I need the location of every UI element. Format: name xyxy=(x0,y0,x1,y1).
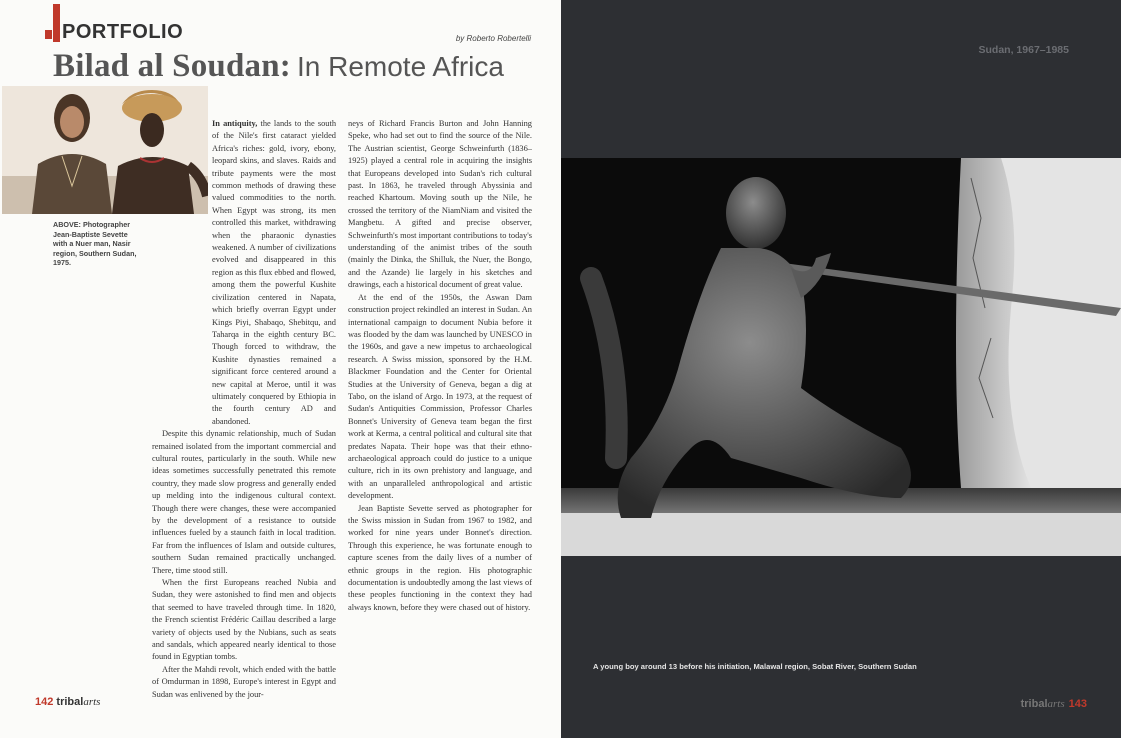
date-range-label: Sudan, 1967–1985 xyxy=(978,44,1069,56)
magazine-brand xyxy=(56,696,100,708)
paragraph: When the first Europeans reached Nubia and Sudan, they were astonished to find men and objects that seemed to have traveled through time. In 1820, the French scientist Frédéric Caillau described a large variety of objects used by the Nubians, such as seats and sandals, which appeared nearly identical to those found in Egyptian tombs. xyxy=(152,578,336,662)
headline-main: Bilad al Soudan: xyxy=(53,48,291,84)
folio-right xyxy=(1021,698,1087,710)
paragraph: Jean Baptiste Sevette served as photographer for the Swiss mission in Sudan from 1967 to 1982, and worked for nine years under Bonnet's direction. Through this experience, he was fortunate enough to capture scenes from the daily lives of a number of ethnic groups in the region. His photographic documentation is undoubtedly among the last views of these peoples functioning in the context they had always known, before they were chased out of history. xyxy=(348,503,532,612)
article-column-1 xyxy=(152,118,336,701)
section-label: PORTFOLIO xyxy=(62,21,184,43)
article-headline xyxy=(53,48,504,85)
folio-left xyxy=(35,696,100,708)
paragraph: After the Mahdi revolt, which ended with the battle of Omdurman in 1898, Europe's interest in Egypt and Sudan was enlivened by the jour- xyxy=(152,664,336,699)
section-marker-bar xyxy=(53,4,60,42)
article-column-2 xyxy=(348,118,532,614)
photo-caption-small: ABOVE: Photographer Jean-Baptiste Sevette with a Nuer man, Nasir region, Southern Sudan, 1975. xyxy=(53,220,137,268)
paragraph xyxy=(152,118,336,428)
page-number: 142 xyxy=(35,696,54,708)
paragraph-text: the lands to the south of the Nile's first cataract yielded Africa's riches: gold, ivory, ebony, leopard skins, and slaves. Raids and tribute payments were the most common methods of drawing these valued commodities to the north. When Egypt was strong, its men controlled this market, withdrawing when the pharaonic dynasties weakened. A number of civilizations evolved and disappeared in this region as this flux ebbed and flowed, among them the powerful Kushite civilization centered in Napata, which briefly overran Egypt under Kings Piyi, Shabaqo, Shebitqu, and Taharqa in the eighth century BC. Though forced to withdraw, the Kushite dynasties remained a significant force centered around a new capital at Meroe, until it was ultimately conquered by Ethiopia in the fourth century AD and abandoned. xyxy=(212,119,337,426)
lead-in: In antiquity, xyxy=(212,119,258,128)
brand-italic: arts xyxy=(83,696,101,708)
magazine-brand xyxy=(1021,698,1065,710)
paragraph: At the end of the 1950s, the Aswan Dam construction project rekindled an interest in Sudan. An international campaign to document Nubia before it was flooded by the dam was launched by UNESCO in the 1960s, and gave a new impetus to archaeological research. A Swiss mission, sponsored by the H.M. Blackmer Foundation and the Center for Oriental Studies at the University of Geneva, began a dig at Tabo, on the island of Argo. In 1973, at the request of Sudan's Antiquities Commission, Professor Charles Bonnet's University of Geneva team began the first work at Kerma, a central political and cultural site that predates Napata. Their hope was that their ethno-archaeological approach could do justice to a unique culture, rich in its own prehistory and language, and with an unparalleled anthropological and artistic development. xyxy=(348,292,532,501)
brand-bold: tribal xyxy=(1020,698,1048,710)
right-page xyxy=(561,0,1121,738)
brand-bold: tribal xyxy=(56,696,84,708)
byline: by Roberto Robertelli xyxy=(455,34,531,43)
page-number: 143 xyxy=(1068,698,1087,710)
headline-sub: In Remote Africa xyxy=(296,51,504,82)
brand-italic: arts xyxy=(1047,698,1065,710)
section-tag xyxy=(45,2,183,42)
paragraph: Despite this dynamic relationship, much of Sudan remained isolated from the important commercial and cultural routes, particularly in the south. While new ideas sometimes successfully penetrated this remote country, they made slow progress and generally ended up melding into the indigenous cultural context. Though there were changes, these were accompanied by the development of a resistance to outside influences fueled by a staunch faith in local tradition. Far from the influences of Islam and outside cultures, southern Sudan remained practically unchanged. There, time stood still. xyxy=(152,429,336,575)
photo-caption-large: A young boy around 13 before his initiation, Malawal region, Sobat River, Southern Sudan xyxy=(593,662,917,671)
paragraph: neys of Richard Francis Burton and John Hanning Speke, who had set out to find the source of the Nile. The Austrian scientist, George Schweinfurth (1836–1925) played a central role in acquiring the insights that Europeans developed into Sudan's rich cultural past. In 1863, he traveled through Abyssinia and reached Khartoum. Moving south up the Nile, he crossed the territory of the NiamNiam and visited the Mangbetu. A gifted and precise observer, Schweinfurth's most important contributions to today's understanding of the animist tribes of the south (mainly the Dinka, the Shilluk, the Nuer, the Bongo, and the Azande) lie largely in his sketches and drawings, each a historical document of great value. xyxy=(348,119,532,290)
section-marker-square xyxy=(45,30,52,39)
young-boy-photo xyxy=(561,158,1121,556)
photo-illustration xyxy=(561,158,1121,556)
